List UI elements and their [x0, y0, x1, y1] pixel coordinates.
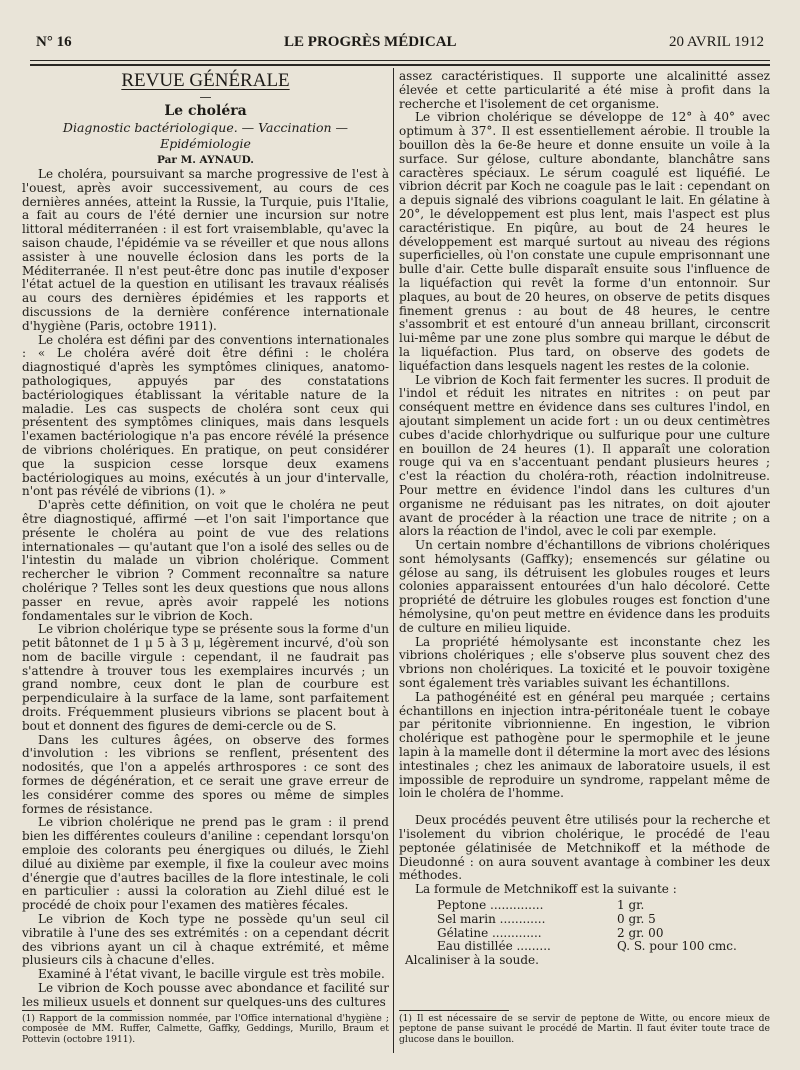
- paragraph: Le vibrion de Koch pousse avec abondance et facilité sur les milieux usuels et donnent sur quelques-uns des cultures: [22, 981, 389, 1009]
- paragraph: Deux procédés peuvent être utilisés pour la recherche et l'isolement du vibrion cholérique, le procédé de l'eau peptonée gélatinisée de Metchnikoff et la méthode de Dieudonné : on aura souvent avantage à combiner les deux méthodes.: [399, 813, 770, 883]
- footnote-rule: [22, 1010, 132, 1011]
- paragraph: Le vibrion cholérique se développe de 12° à 40° avec optimum à 37°. Il est essentiellement aérobie. Il trouble la bouillon dès la 6e-8e heure et donne ensuite un voile à la surface. Sur gélose, culture abondante, blanchâtre sans caractères spéciaux. Le sérum coagulé est liquéfié. Le vibrion décrit par Koch ne coagule pas le lait : cependant on a depuis signalé des vibrions coagulant le lait. En gélatine à 20°, le développement est plus lent, mais l'aspect est plus caractéristique. En piqûre, au bout de 24 heures le développement est marqué surtout au niveau des régions superficielles, où l'on constate une cupule emprisonnant une bulle d'air. Cette bulle disparaît ensuite sous l'influence de la liquéfaction qui revêt la forme d'un entonnoir. Sur plaques, au bout de 20 heures, on observe de petits disques finement grenus : au bout de 48 heures, le centre s'assombrit et est entouré d'un anneau brillant, circonscrit lui-même par une zone plus sombre qui marque le début de la liquéfaction. Plus tard, on observe des godets de liquéfaction dans lesquels nagent les restes de la colonie.: [399, 110, 770, 373]
- paragraph: Le vibrion cholérique type se présente sous la forme d'un petit bâtonnet de 1 μ 5 à 3 μ, légèrement incurvé, d'où son nom de bacille virgule : cependant, il ne faudrait pas s'attendre à trouver tous les exemplaires incurvés ; un grand nombre, ceux dont le plan de courbure est perpendiculaire à la surface de la lame, sont parfaitement droits. Fréquemment plusieurs vibrions se placent bout à bout et donnent des figures de demi-cercle ou de S.: [22, 622, 389, 733]
- formula-row: [399, 940, 770, 954]
- paragraph: D'après cette définition, on voit que le choléra ne peut être diagnostiqué, affirmé —et l'on sait l'importance que présente le choléra au point de vue des relations internationales — qu'autant que l'on a isolé des selles ou de l'intestin du malade un vibrion cholérique. Comment rechercher le vibrion ? Comment reconnaître sa nature cholérique ? Telles sont les deux questions que nous allons passer en revue, après avoir rappelé les notions fondamentales sur le vibrion de Koch.: [22, 498, 389, 623]
- formula-ingredient: Sel marin ............: [437, 911, 546, 926]
- footnote-text: (1) Rapport de la commission nommée, par l'Office international d'hygiène ; composée de MM. Ruffer, Calmette, Gaffky, Geddings, Murillo, Braum et Pottevin (octobre 1911).: [22, 1013, 389, 1045]
- footnote-rule: [399, 1010, 509, 1011]
- paragraph: Dans les cultures âgées, on observe des formes d'involution : les vibrions se renflent, présentent des nodosités, que l'on a appelés arthrospores : ce sont des formes de dégénération, et ce serait une grave erreur de les considérer comme des spores ou même de simples formes de résistance.: [22, 732, 389, 816]
- article-subtitle: Diagnostic bactériologique. — Vaccination — Epidémiologie: [62, 120, 349, 151]
- paragraph: La pathogénéité est en général peu marquée ; certains échantillons en injection intra-péritonéale tuent le cobaye par péritonite vibrionnienne. En ingestion, le vibrion cholérique est pathogène pour le spermophile et le jeune lapin à la mamelle dont il détermine la mort avec des lésions intestinales ; chez les animaux de laboratoire usuels, il est impossible de reproduire un syndrome, rappelant même de loin le choléra de l'homme.: [399, 689, 770, 801]
- paragraph: Un certain nombre d'échantillons de vibrions cholériques sont hémolysants (Gaffky); ensemencés sur gélatine ou gélose au sang, ils détruisent les globules rouges et leurs colonies apparaissent entourées d'un halo décoloré. Cette propriété de détruire les globules rouges est fonction d'une hémolysine, qu'on peut mettre en évidence dans les produits de culture en milieu liquide.: [399, 538, 770, 635]
- issue-date: 20 AVRIL 1912: [668, 34, 764, 50]
- column-divider: [393, 68, 394, 1053]
- title-dash: —: [199, 90, 212, 104]
- formula-instruction: Alcaliniser à la soude.: [405, 953, 539, 968]
- formula-quantity: 0 gr. 5: [617, 911, 656, 926]
- metchnikoff-formula: [399, 899, 770, 954]
- formula-quantity: 1 gr.: [617, 898, 645, 913]
- formula-quantity: Q. S. pour 100 cmc.: [617, 939, 737, 954]
- formula-ingredient: Peptone ..............: [437, 898, 544, 913]
- paragraph: Le vibrion de Koch fait fermenter les sucres. Il produit de l'indol et réduit les nitrates en nitrites : on peut par conséquent mettre en évidence dans ses cultures l'indol, en ajoutant simplement un acide fort : un ou deux centimètres cubes d'acide chlorhydrique ou sulfurique pour une culture en bouillon de 24 heures (1). Il apparaît une coloration rouge qui va en s'accentuant pendant plusieurs heures ; c'est la réaction du choléra-roth, réaction indolnitreuse. Pour mettre en évidence l'indol dans les cultures d'un organisme ne réduisant pas les nitrates, on doit ajouter avant de procéder à la réaction une trace de nitrite ; on a alors la réaction de l'indol, avec le coli par exemple.: [399, 372, 770, 539]
- header-rule: [30, 60, 770, 61]
- paragraph: Le vibrion cholérique ne prend pas le gram : il prend bien les différentes couleurs d'aniline : cependant lorsqu'on emploie des colorants peu énergiques ou dilués, le Ziehl dilué au dixième par exemple, il fixe la couleur avec moins d'énergie que d'autres bacilles de la flore intestinale, le coli en particulier : aussi la coloration au Ziehl dilué est le procédé de choix pour l'examen des matières fécales.: [22, 815, 389, 913]
- paragraph: Le vibrion de Koch type ne possède qu'un seul cil vibratile à l'une des ses extrémités : on a cependant décrit des vibrions ayant un cil à chaque extrémité, et même plusieurs cils à chacune d'elles.: [22, 912, 389, 968]
- formula-row: [399, 899, 770, 913]
- formula-ingredient: Eau distillée .........: [437, 939, 551, 954]
- left-column: [22, 70, 389, 1010]
- journal-title: LE PROGRÈS MÉDICAL: [284, 34, 457, 50]
- paragraph: Le choléra est défini par des conventions internationales : « Le choléra avéré doit être défini : le choléra diagnostiqué d'après les symptômes cliniques, anatomo-pathologiques, appuyés par des constatations bactériologiques établissant la véritable nature de la maladie. Les cas suspects de choléra sont ceux qui présentent des symptômes cliniques, mais dans lesquels l'examen bactériologique n'a pas encore révélé la présence de vibrions cholériques. En pratique, on peut considérer que la suspicion cesse lorsque deux examens bactériologiques au moins, exécutés à un jour d'intervalle, n'ont pas révélé de vibrions (1). »: [22, 332, 389, 499]
- footnote-text: (1) Il est nécessaire de se servir de peptone de Witte, ou encore mieux de peptone de panse suivant le procédé de Martin. Il faut éviter toute trace de glucose dans le bouillon.: [399, 1013, 770, 1045]
- page-header: [36, 34, 764, 58]
- formula-row: [399, 927, 770, 941]
- issue-number: N° 16: [36, 34, 72, 50]
- paragraph: assez caractéristiques. Il supporte une alcalinitté assez élevée et cette particularité a été mise à profit dans la recherche et l'isolement de cet organisme.: [399, 69, 770, 111]
- formula-row: [399, 913, 770, 927]
- right-column: [399, 70, 770, 968]
- article-title: Le choléra: [164, 103, 247, 119]
- formula-quantity: 2 gr. 00: [617, 925, 664, 940]
- paragraph: Le choléra, poursuivant sa marche progressive de l'est à l'ouest, après avoir successivement, au cours de ces dernières années, atteint la Russie, la Turquie, puis l'Italie, a fait au cours de l'été dernier une incursion sur notre littoral méditerranéen : il est fort vraisemblable, qu'avec la saison chaude, l'épidémie va se réveiller et que nous allons assister à une nouvelle éclosion dans les ports de la Méditerranée. Il n'est peut-être donc pas inutile d'exposer l'état actuel de la question en utilisant les travaux réalisés au cours des dernières épidémies et les rapports et discussions de la dernière conférence internationale d'hygiène (Paris, octobre 1911).: [22, 167, 389, 333]
- section-title: REVUE GÉNÉRALE: [121, 70, 290, 91]
- article-byline: Par M. AYNAUD.: [157, 154, 254, 166]
- footnote-left: [22, 1010, 389, 1045]
- footnote-right: [399, 1010, 770, 1045]
- header-double-rule: [30, 64, 770, 66]
- paragraph: Examiné à l'état vivant, le bacille virgule est très mobile.: [38, 967, 385, 982]
- formula-ingredient: Gélatine .............: [437, 925, 542, 940]
- paragraph: La propriété hémolysante est inconstante chez les vibrions cholériques ; elle s'observe plus souvent chez des vbrions non cholériques. La toxicité et le pouvoir toxigène sont également très variables suivant les échantillons.: [399, 634, 770, 691]
- paragraph: La formule de Metchnikoff est la suivante :: [415, 882, 677, 897]
